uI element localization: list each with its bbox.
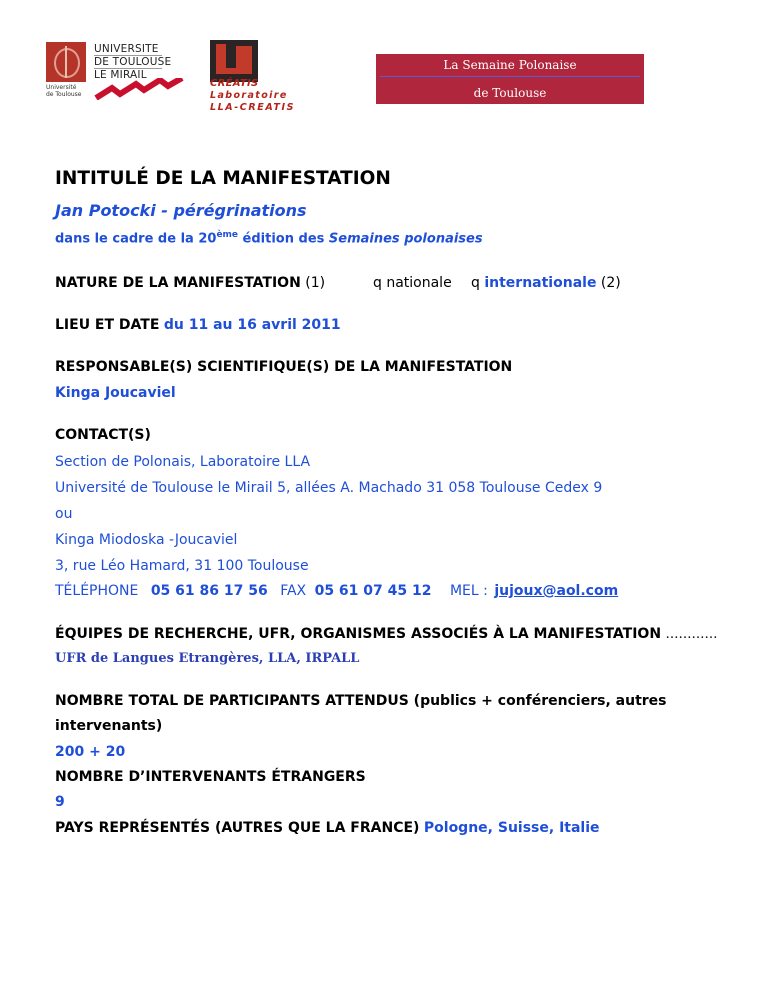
participants-label: intervenants) xyxy=(55,718,163,734)
contact-line: Section de Polonais, Laboratoire LLA xyxy=(55,454,311,470)
university-logo xyxy=(46,42,206,104)
option-nationale: q nationale xyxy=(373,275,452,291)
university-emblem-icon xyxy=(46,42,86,82)
equipes-label: ÉQUIPES DE RECHERCHE, UFR, ORGANISMES ASSOCIÉS À LA MANIFESTATION ………… xyxy=(55,626,718,642)
equipes-value: UFR de Langues Etrangères, LLA, IRPALL xyxy=(55,651,360,666)
nature-field: NATURE DE LA MANIFESTATION (1) xyxy=(55,275,326,291)
event-context: dans le cadre de la 20ème édition des Semaines polonaises xyxy=(55,230,483,247)
contact-line: Université de Toulouse le Mirail 5, allées A. Machado 31 058 Toulouse Cedex 9 xyxy=(55,480,603,496)
participants-label: NOMBRE TOTAL DE PARTICIPANTS ATTENDUS (publics + conférenciers, autres xyxy=(55,693,667,709)
contact-line: Kinga Miodoska -Joucaviel xyxy=(55,532,238,548)
responsable-label: RESPONSABLE(S) SCIENTIFIQUE(S) DE LA MANIFESTATION xyxy=(55,359,513,375)
email-link[interactable]: jujoux@aol.com xyxy=(494,583,619,599)
contact-phone-row: TÉLÉPHONE 05 61 86 17 56 FAX 05 61 07 45 12 MEL : jujoux@aol.com xyxy=(55,583,619,599)
lab-logo: CRÉATIS Laboratoire LLA-CREATIS xyxy=(208,40,308,114)
participants-value: 200 + 20 xyxy=(55,744,126,760)
etrangers-value: 9 xyxy=(55,794,65,810)
university-name: UNIVERSITE DE TOULOUSE LE MIRAIL xyxy=(94,43,172,81)
option-internationale: q internationale (2) xyxy=(471,275,621,291)
page-title: INTITULÉ DE LA MANIFESTATION xyxy=(55,168,391,189)
pays-field: PAYS REPRÉSENTÉS (AUTRES QUE LA FRANCE) Pologne, Suisse, Italie xyxy=(55,820,600,836)
responsable-value: Kinga Joucaviel xyxy=(55,385,176,401)
zigzag-icon xyxy=(94,78,184,100)
semaine-polonaise-banner: La Semaine Polonaise de Toulouse xyxy=(376,54,644,104)
university-small-label: Université de Toulouse xyxy=(46,84,82,98)
lla-emblem-icon xyxy=(210,40,258,82)
event-title: Jan Potocki - pérégrinations xyxy=(55,201,307,220)
contact-line: 3, rue Léo Hamard, 31 100 Toulouse xyxy=(55,558,309,574)
etrangers-label: NOMBRE D’INTERVENANTS ÉTRANGERS xyxy=(55,769,366,785)
contact-label: CONTACT(S) xyxy=(55,427,151,443)
lieu-date-field: LIEU ET DATE du 11 au 16 avril 2011 xyxy=(55,317,341,333)
contact-line: ou xyxy=(55,506,73,522)
